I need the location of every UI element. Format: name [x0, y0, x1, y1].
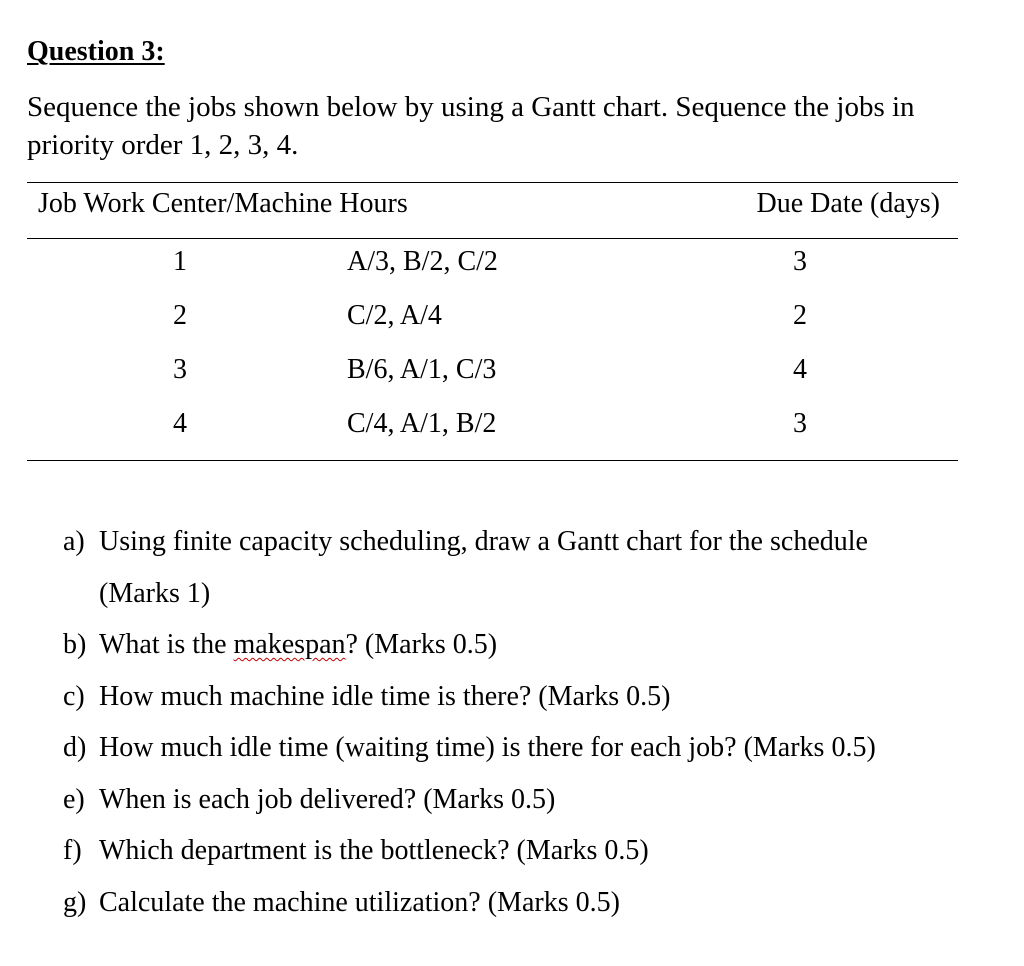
- table-row: [0, 350, 1024, 390]
- job-number: 2: [173, 300, 187, 331]
- list-marker: a): [63, 526, 85, 557]
- sub-question-text-tail: ? (Marks 0.5): [345, 629, 498, 660]
- job-routing: C/4, A/1, B/2: [347, 408, 497, 439]
- sub-question-marks: (Marks 1): [99, 577, 211, 609]
- job-number: 3: [173, 354, 187, 385]
- list-marker: b): [63, 629, 87, 660]
- table-top-rule: [27, 182, 958, 183]
- sub-question-text: What is the: [99, 629, 234, 660]
- sub-question-g: [63, 877, 876, 929]
- sub-question-text: Calculate the machine utilization? (Marks 0.5): [99, 886, 620, 918]
- sub-question-text: How much idle time (waiting time) is there for each job? (Marks 0.5): [99, 732, 876, 763]
- list-marker: e): [63, 783, 85, 815]
- table-header-due-date: Due Date (days): [756, 188, 940, 219]
- job-routing: B/6, A/1, C/3: [347, 354, 497, 385]
- table-row: [0, 296, 1024, 336]
- job-due-date: 3: [793, 408, 807, 439]
- sub-question-c: [63, 671, 876, 723]
- sub-question-text: When is each job delivered? (Marks 0.5): [99, 783, 556, 815]
- list-marker: g): [63, 886, 87, 918]
- table-header-job-sequence: Job Work Center/Machine Hours: [38, 188, 408, 219]
- sub-question-text: How much machine idle time is there? (Marks 0.5): [99, 680, 671, 712]
- job-routing: A/3, B/2, C/2: [347, 246, 498, 277]
- spellcheck-flagged-word[interactable]: makespan: [233, 629, 346, 660]
- sub-question-b: [63, 619, 876, 671]
- question-intro: Sequence the jobs shown below by using a Gantt chart. Sequence the jobs in priority order 1, 2, 3, 4.: [27, 91, 915, 161]
- job-due-date: 4: [793, 354, 807, 385]
- list-marker: f): [63, 835, 82, 866]
- job-number: 1: [173, 246, 187, 277]
- list-marker: d): [63, 732, 87, 763]
- question-heading: Question 3:: [27, 36, 165, 67]
- list-marker: c): [63, 680, 85, 712]
- job-number: 4: [173, 408, 187, 439]
- table-row: [0, 404, 1024, 444]
- sub-question-list: [63, 516, 876, 928]
- table-row: [0, 242, 1024, 282]
- sub-question-text: Using finite capacity scheduling, draw a Gantt chart for the schedule: [99, 526, 868, 557]
- sub-question-d: [63, 722, 876, 774]
- table-header-rule: [27, 238, 958, 239]
- sub-question-f: [63, 825, 876, 877]
- table-bottom-rule: [27, 460, 958, 461]
- job-due-date: 2: [793, 300, 807, 331]
- sub-question-e: [63, 774, 876, 826]
- sub-question-a: [63, 516, 876, 619]
- job-due-date: 3: [793, 246, 807, 277]
- sub-question-text: Which department is the bottleneck? (Marks 0.5): [99, 835, 649, 866]
- job-routing: C/2, A/4: [347, 300, 442, 331]
